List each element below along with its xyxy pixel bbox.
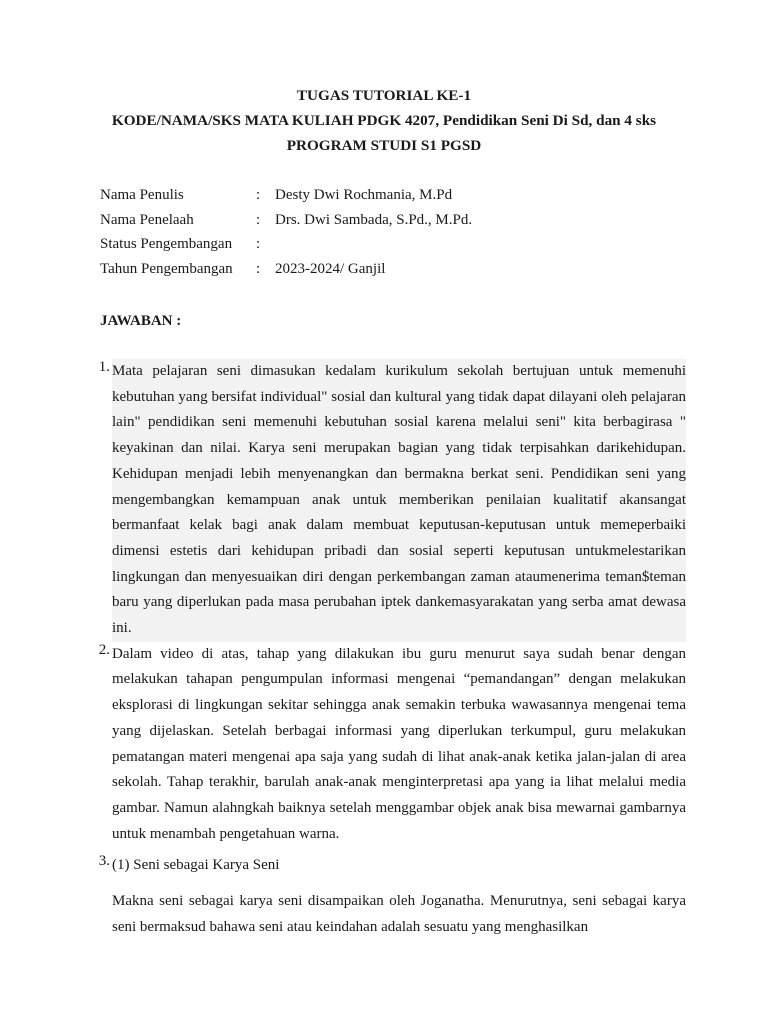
answers-list [88,359,686,940]
meta-colon: : [256,236,261,253]
meta-label: Tahun Pengembangan [100,260,233,277]
title-block [0,87,768,162]
answer-text: Mata pelajaran seni dimasukan kedalam kurikulum sekolah bertujuan untuk memenuhi kebutuhan yang bersifat individual" sosial dan kultural yang tidak dapat dilayani oleh pelajaran lain" pendidikan seni memenuhi kebutuhan sosial karena melalui seni" kita berbagirasa " keyakinan dan nilai. Karya seni merupakan bagian yang tidak terpisahkan darikehidupan. Kehidupan menjadi lebih menyenangkan dan bermakna berkat seni. Pendidikan seni yang mengembangkan kemampuan anak untuk memberikan penilaian kualitatif akansangat bermanfaat kelak bagi anak dalam membuat keputusan-keputusan untuk memeperbaiki dimensi estetis dari kehidupan pribadi dan sosial seperti keputusan untukmelestarikan lingkungan dan menyesuaikan diri dengan perkembangan zaman ataumenerima teman$teman baru yang diperlukan pada masa perubahan iptek dankemasyarakatan yang serba amat dewasa ini. [112,359,686,642]
meta-colon: : [256,211,261,228]
meta-row-author [100,187,472,212]
answer-text: Makna seni sebagai karya seni disampaikan oleh Joganatha. Menurutnya, seni sebagai karya seni bermaksud bahawa seni atau keindahan adalah sesuatu yang menghasilkan [112,893,686,936]
answer-item-1 [88,359,686,642]
answer-number: 3. [98,853,110,870]
meta-value: Desty Dwi Rochmania, M.Pd [275,187,453,203]
answers-heading: JAWABAN : [100,313,182,329]
meta-colon: : [256,260,261,277]
answer-subheading: (1) Seni sebagai Karya Seni [112,857,280,874]
answer-number: 1. [98,359,110,375]
answer-number: 2. [98,641,110,658]
meta-row-reviewer [100,212,472,237]
meta-row-status [100,236,472,261]
meta-value: Drs. Dwi Sambada, S.Pd., M.Pd. [275,211,473,228]
answer-item-3 [88,853,686,940]
author-info [100,187,472,285]
answer-text: Dalam video di atas, tahap yang dilakukan ibu guru menurut saya sudah benar dengan melakukan tahapan pengumpulan informasi mengenai “pemandangan” dengan melakukan eksplorasi di lingkungan sekitar sehingga anak semakin terbuka wawasannya mengenai tema yang dijelaskan. Setelah berbagai informasi yang diperlukan terkumpul, guru melakukan pematangan materi mengenai apa saja yang sudah di lihat anak-anak ketika jalan-jalan di area sekolah. Tahap terakhir, barulah anak-anak menginterpretasi apa yang ia lihat melalui media gambar. Namun alahngkah baiknya setelah menggambar objek anak bisa mewarnai gambarnya untuk menambah pengetahuan warna. [112,645,686,842]
meta-label: Nama Penelaah [100,211,194,228]
meta-colon: : [256,187,261,203]
program-title: PROGRAM STUDI S1 PGSD [286,137,482,154]
meta-row-year [100,261,472,286]
meta-label: Status Pengembangan [100,236,233,253]
meta-label: Nama Penulis [100,187,184,203]
assignment-title: TUGAS TUTORIAL KE-1 [296,87,472,104]
answer-item-2 [88,642,686,848]
course-title: KODE/NAMA/SKS MATA KULIAH PDGK 4207, Pendidikan Seni Di Sd, dan 4 sks [111,112,657,129]
meta-value: 2023-2024/ Ganjil [275,260,386,277]
